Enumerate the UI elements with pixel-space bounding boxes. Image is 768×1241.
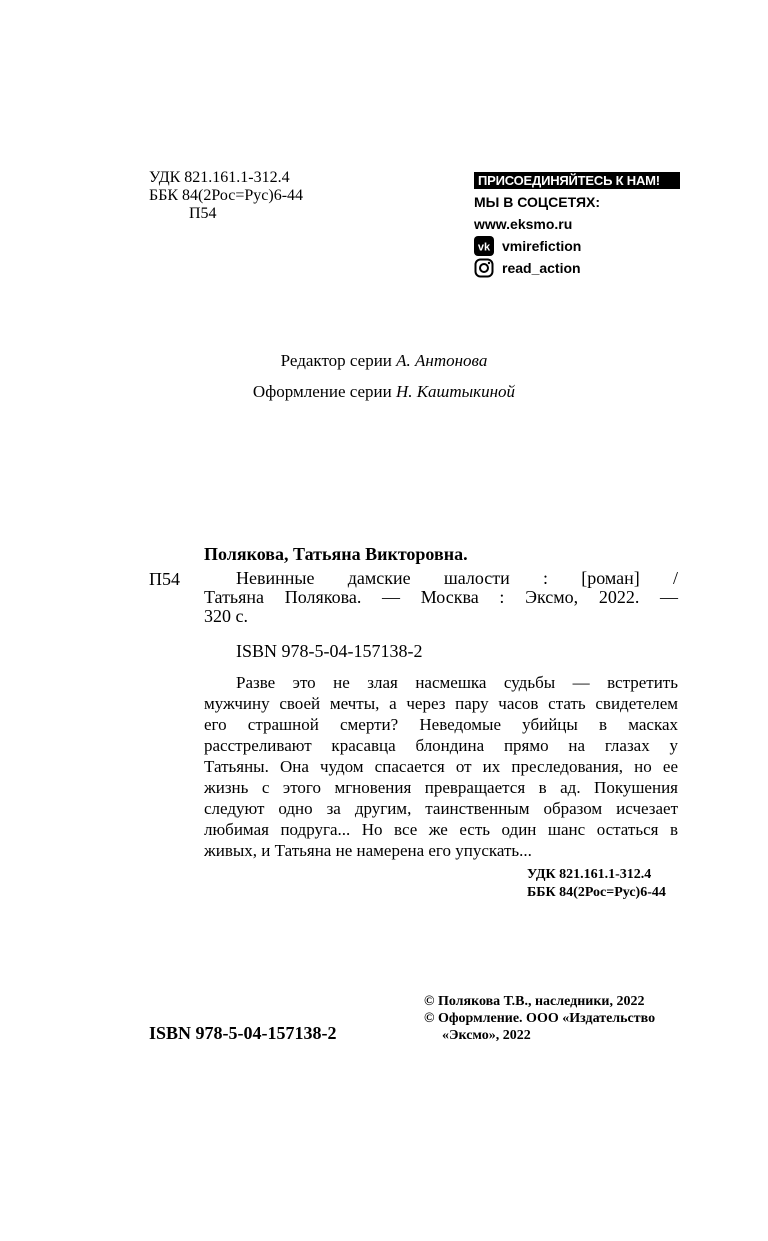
record-imprint-line: Татьяна Полякова. — Москва : Эксмо, 2022. —	[204, 587, 678, 607]
website-link[interactable]: www.eksmo.ru	[474, 216, 573, 232]
annotation-line: следуют одно за другим, таинственным образом исчезает	[204, 799, 678, 818]
editor-label: Редактор серии	[280, 351, 392, 370]
svg-text:vk: vk	[477, 241, 491, 254]
author-mark: П54	[189, 205, 217, 222]
record-author: Полякова, Татьяна Викторовна.	[204, 544, 468, 564]
bibliographic-record	[204, 569, 678, 626]
bbk-code: ББК 84(2Рос=Рус)6-44	[149, 187, 304, 204]
annotation-line: любимая подруга... Но все же есть один шанс остаться в	[204, 820, 678, 839]
annotation-line: расстреливают красавца блондина прямо на глазах у	[204, 736, 678, 755]
design-name: Н. Каштыкиной	[395, 382, 516, 401]
record-isbn: ISBN 978-5-04-157138-2	[236, 641, 423, 661]
series-editor	[0, 351, 768, 371]
instagram-link[interactable]	[474, 257, 680, 279]
series-design	[0, 382, 768, 402]
record-pages: 320 с.	[204, 606, 248, 626]
annotation	[204, 672, 678, 861]
annotation-line: его страшной смерти? Неведомые убийцы в масках	[204, 715, 678, 734]
annotation-line: жизнь с этого мгновения превращается в ад. Покушения	[204, 778, 678, 797]
annotation-line: Разве это не злая насмешка судьбы — встретить	[236, 673, 678, 692]
copyright-block	[424, 993, 655, 1044]
copyright-author: © Полякова Т.В., наследники, 2022	[424, 994, 645, 1009]
footer-udk: УДК 821.161.1-312.4	[527, 867, 652, 882]
footer-bbk: ББК 84(2Рос=Рус)6-44	[527, 885, 666, 900]
join-banner: ПРИСОЕДИНЯЙТЕСЬ К НАМ!	[474, 172, 680, 189]
udk-code: УДК 821.161.1-312.4	[149, 169, 290, 186]
footer-classification	[527, 866, 666, 902]
annotation-line: живых, и Татьяна не намерена его упускать...	[204, 841, 532, 860]
footer-isbn: ISBN 978-5-04-157138-2	[149, 1023, 337, 1043]
vk-icon	[474, 236, 494, 256]
editor-name: А. Антонова	[396, 351, 488, 370]
design-label: Оформление серии	[252, 382, 392, 401]
instagram-handle: read_action	[502, 260, 581, 276]
social-heading: МЫ В СОЦСЕТЯХ:	[474, 194, 601, 210]
annotation-line: мужчину своей мечты, а через пару часов стать свидетелем	[204, 694, 678, 713]
vk-handle: vmirefiction	[502, 238, 582, 254]
record-title-line: Невинные дамские шалости : [роман] /	[236, 568, 678, 588]
annotation-line: Татьяны. Она чудом спасается от их преследования, но ее	[204, 757, 678, 776]
social-block	[474, 172, 680, 279]
copyright-publisher: «Эксмо», 2022	[442, 1028, 531, 1043]
record-code: П54	[149, 569, 180, 589]
copyright-design: © Оформление. ООО «Издательство	[424, 1011, 656, 1026]
instagram-icon	[474, 258, 494, 278]
classification-block	[149, 169, 303, 223]
vk-link[interactable]	[474, 235, 680, 257]
